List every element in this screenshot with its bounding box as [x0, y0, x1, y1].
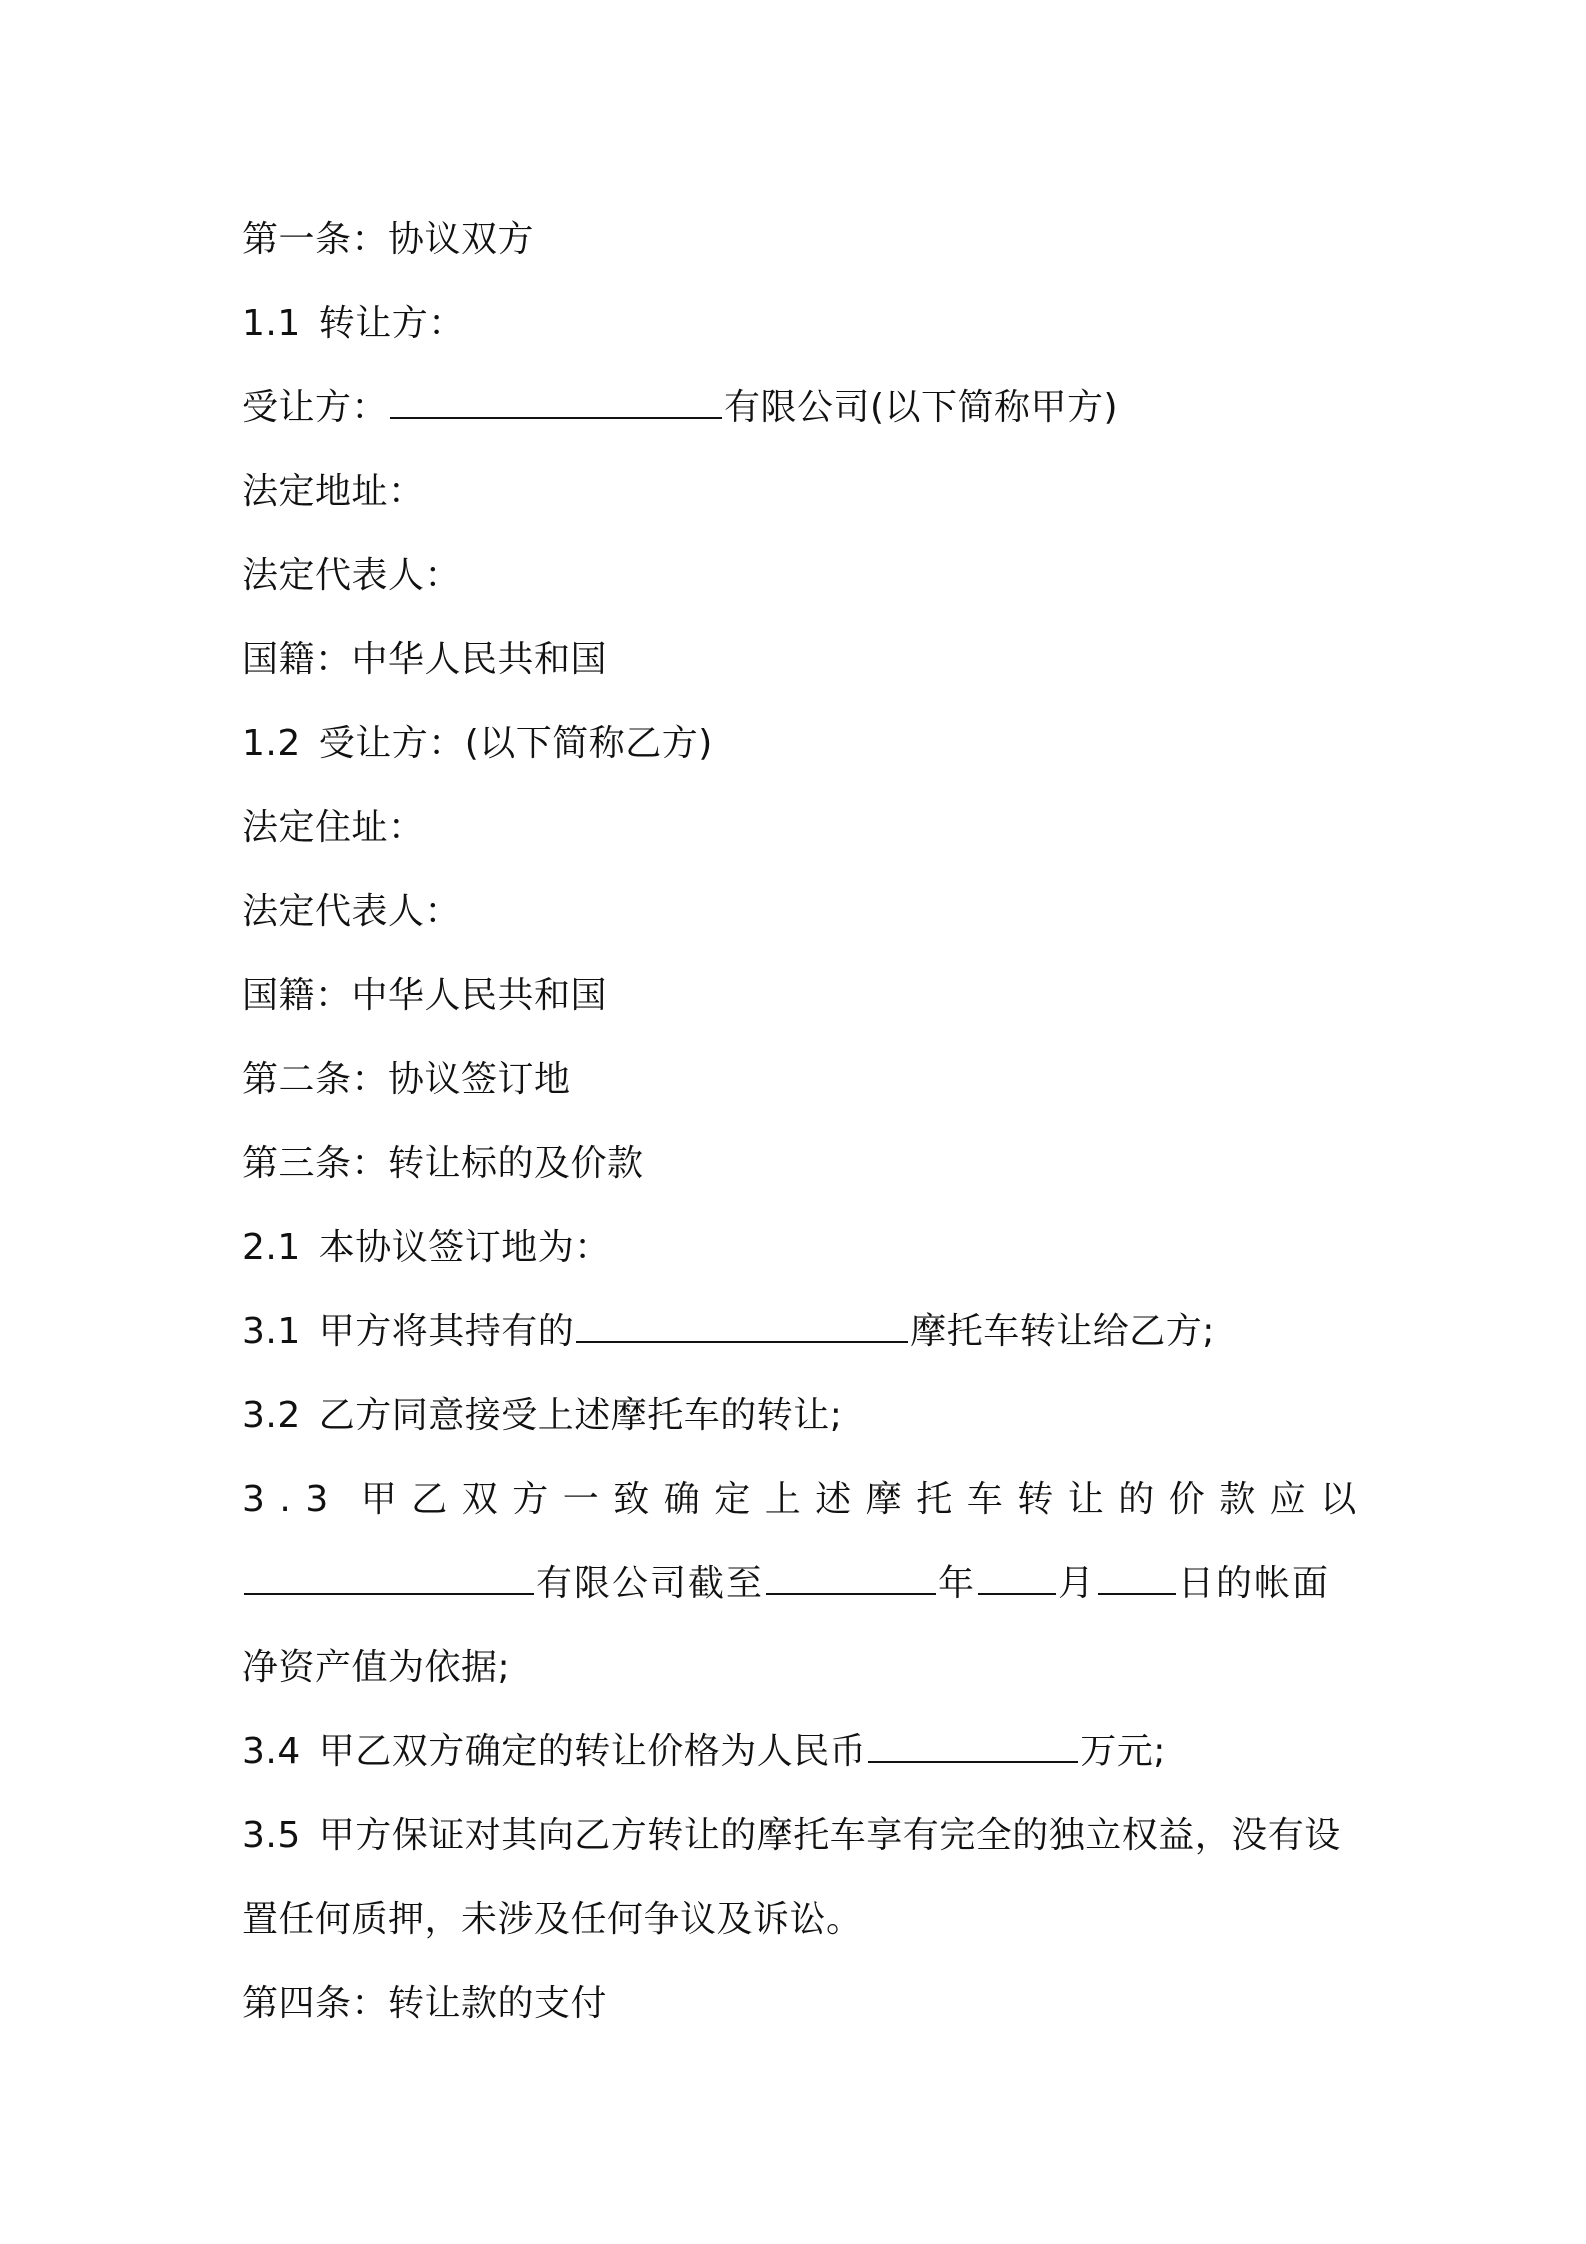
clause-text: 甲方保证对其向乙方转让的摩托车享有完全的独立权益，没有设: [318, 1815, 1341, 1856]
clause-text: 月: [1058, 1563, 1097, 1604]
clause-number: 1.2: [242, 723, 301, 764]
field-label: 受让方：: [242, 387, 389, 428]
article-2-title: 第二条：协议签订地: [242, 1059, 571, 1100]
transferee-company-line: [242, 366, 1354, 450]
clause-text: 有限公司截至: [536, 1563, 765, 1604]
clause-text: 本协议签订地为：: [318, 1227, 611, 1268]
clause-1-1: [242, 282, 1354, 366]
clause-text: 甲乙双方确定的转让价格为人民币: [318, 1731, 867, 1772]
clause-1-2: [242, 702, 1354, 786]
clause-number: 3.3: [242, 1479, 343, 1520]
article-3-title: 第三条：转让标的及价款: [242, 1143, 644, 1184]
clause-3-1: [242, 1290, 1354, 1374]
clause-number: 1.1: [242, 303, 301, 344]
fill-in-blank: [390, 383, 722, 419]
nationality-line: 国籍：中华人民共和国: [242, 975, 608, 1016]
clause-number: 3.5: [242, 1815, 301, 1856]
clause-text: 甲乙双方一致确定上述摩托车转让的价款应以: [360, 1479, 1371, 1520]
clause-3-3: [242, 1458, 1371, 1542]
clause-3-5-continued: 置任何质押，未涉及任何争议及诉讼。: [242, 1899, 863, 1940]
clause-text: 年: [938, 1563, 977, 1604]
clause-number: 2.1: [242, 1227, 301, 1268]
clause-text: 转让方：: [318, 303, 465, 344]
clause-number: 3.2: [242, 1395, 301, 1436]
clause-text: 日的帐面: [1178, 1563, 1331, 1604]
clause-3-4: [242, 1710, 1354, 1794]
article-4-title: 第四条：转让款的支付: [242, 1983, 608, 2024]
document-body: [242, 198, 1371, 2046]
clause-3-5: [242, 1794, 1354, 1878]
fill-in-blank: [1098, 1559, 1176, 1595]
clause-text: 万元;: [1080, 1731, 1166, 1772]
field-suffix: 有限公司(以下简称甲方): [724, 387, 1119, 428]
clause-2-1: [242, 1206, 1354, 1290]
nationality-line: 国籍：中华人民共和国: [242, 639, 608, 680]
clause-3-2: [242, 1374, 1354, 1458]
clause-number: 3.4: [242, 1731, 301, 1772]
clause-text: 受让方：(以下简称乙方): [318, 723, 713, 764]
article-1-title: 第一条：协议双方: [242, 219, 535, 260]
clause-text: 乙方同意接受上述摩托车的转让;: [318, 1395, 843, 1436]
legal-residence-line: 法定住址：: [242, 807, 425, 848]
fill-in-blank: [766, 1559, 936, 1595]
clause-number: 3.1: [242, 1311, 301, 1352]
fill-in-blank: [244, 1559, 534, 1595]
clause-text: 摩托车转让给乙方;: [910, 1311, 1215, 1352]
fill-in-blank: [868, 1727, 1078, 1763]
legal-representative-line: 法定代表人：: [242, 555, 462, 596]
legal-address-line: 法定地址：: [242, 471, 425, 512]
fill-in-blank: [576, 1307, 908, 1343]
legal-representative-line: 法定代表人：: [242, 891, 462, 932]
clause-3-3-continued: [242, 1542, 1354, 1626]
clause-3-3-end: 净资产值为依据;: [242, 1647, 511, 1688]
clause-text: 甲方将其持有的: [318, 1311, 575, 1352]
fill-in-blank: [978, 1559, 1056, 1595]
